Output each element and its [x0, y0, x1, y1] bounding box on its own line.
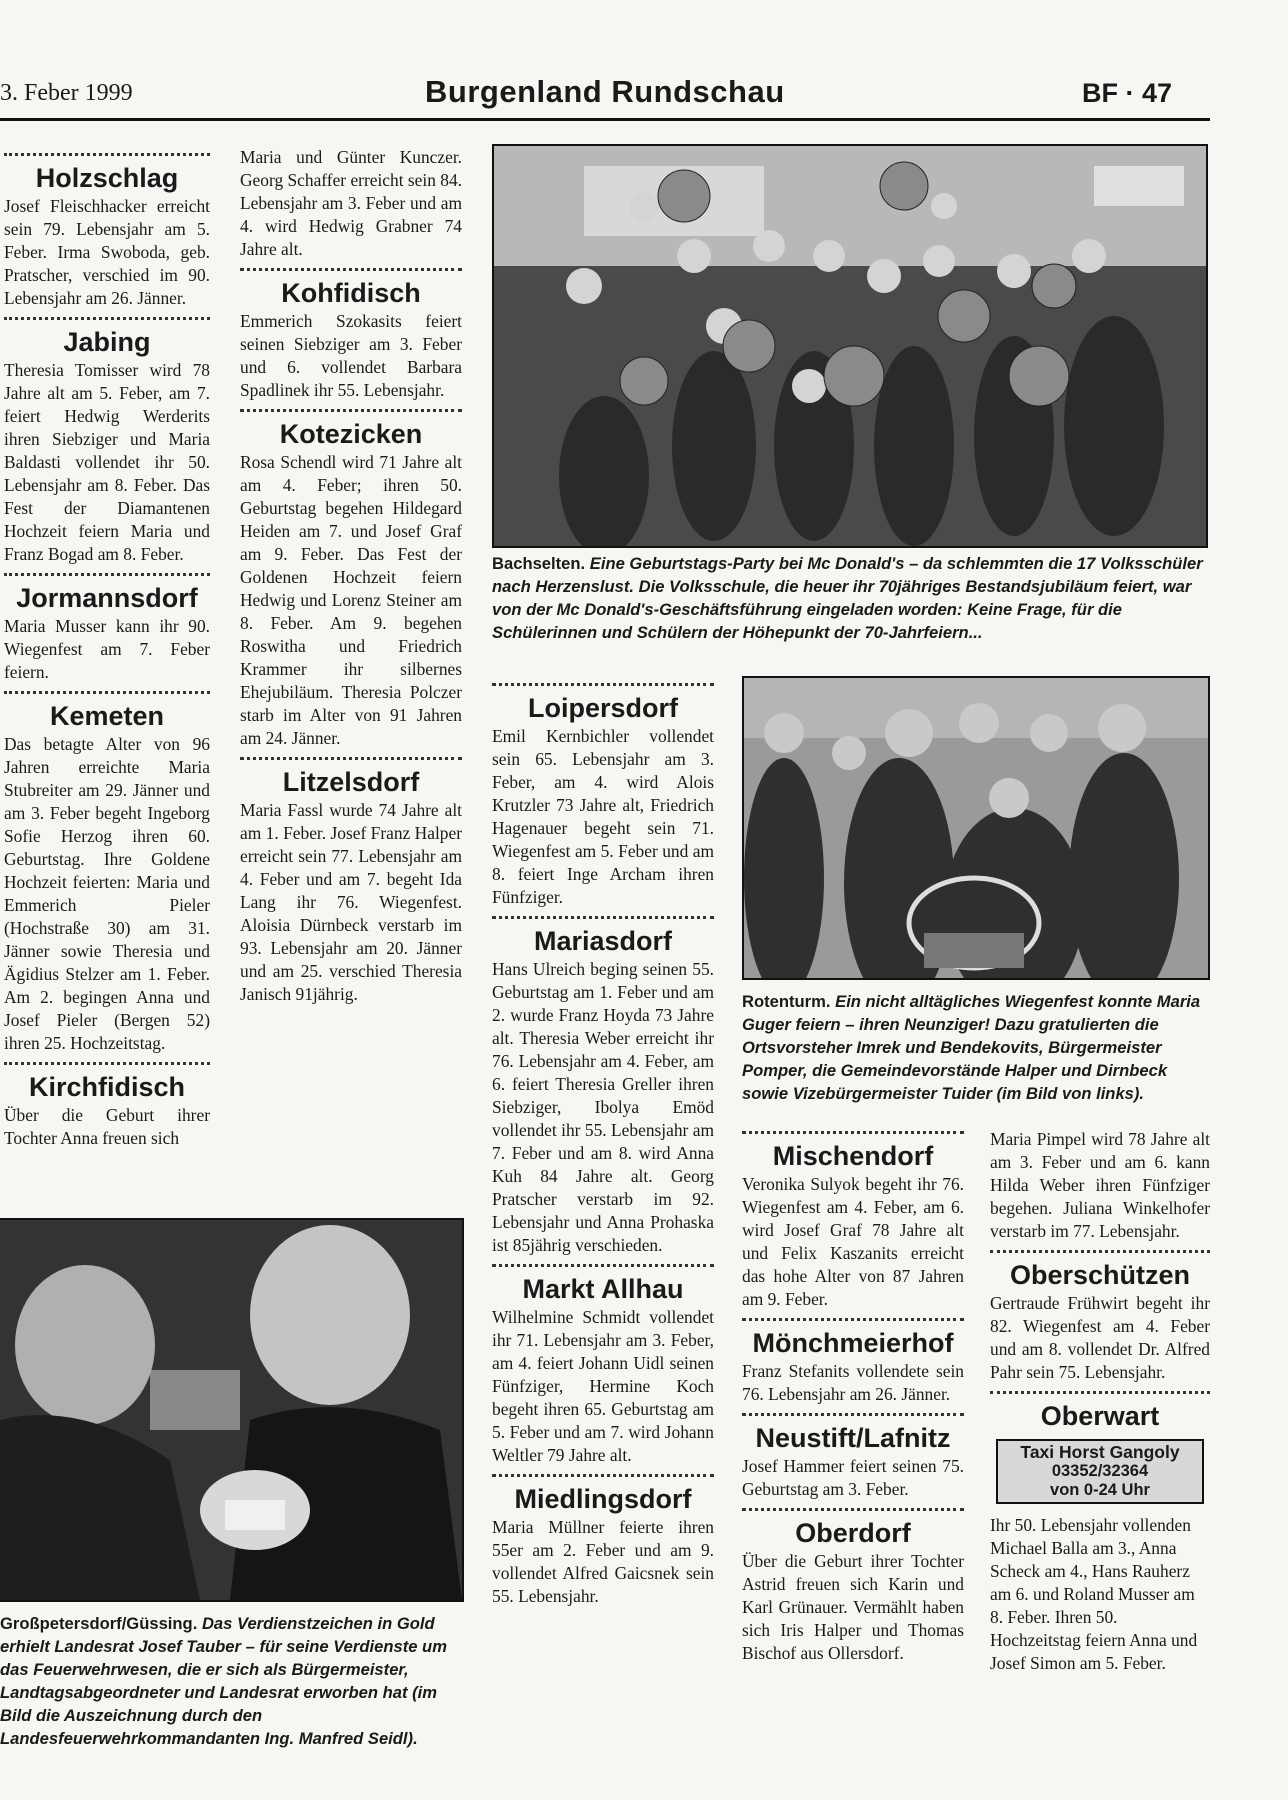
section-title: Oberdorf	[795, 1518, 911, 1548]
header-rule	[0, 118, 1210, 121]
taxi-name: Taxi Horst Gangoly	[1020, 1442, 1180, 1462]
section-title: Mischendorf	[772, 1141, 934, 1171]
section-text: Franz Stefanits vollendete sein 76. Lebensjahr am 26. Jänner.	[742, 1361, 964, 1404]
section-title: Kotezicken	[279, 419, 423, 449]
section-text: Das betagte Alter von 96 Jahren erreichte Maria Stubreiter am 29. Jänner und am 3. Feber begeht Ingeborg Sofie Herzog ihren 60. Geburtstag. Ihre Goldene Hochzeit feierten: Maria und Emmerich Pieler (Hochstraße 30) am 31. Jänner sowie Theresia und Ägidius Stelzer am 1. Feber. Am 2. begingen Anna und Josef Pieler (Bergen 52) ihren 25. Hochzeitstag.	[4, 734, 210, 1053]
section-title: Oberwart	[1040, 1401, 1160, 1431]
photo-rotenturm	[742, 676, 1210, 980]
section-text: Emmerich Szokasits feiert seinen Siebziger am 3. Feber und 6. vollendet Barbara Spadlinek ihr 55. Lebensjahr.	[240, 311, 462, 400]
caption-rotenturm	[742, 990, 1206, 1105]
divider	[492, 1474, 714, 1477]
divider	[4, 573, 210, 576]
section-text: Maria Fassl wurde 74 Jahre alt am 1. Feber. Josef Franz Halper erreicht sein 77. Lebensjahr am 4. Feber und am 7. begeht Ida Lang ihr 76. Wiegenfest. Aloisia Dürnbeck verstarb im 93. Lebensjahr am 20. Jänner und am 25. verschied Theresia Janisch 91jährig.	[240, 800, 462, 1004]
section-text: Ihr 50. Lebensjahr vollenden Michael Balla am 3., Anna Scheck am 4., Hans Rauherz am 6. und Roland Musser am 8. Feber. Ihren 50. Hochzeitstag feiern Anna und Josef Simon am 5. Feber.	[990, 1515, 1198, 1673]
caption-birthday-party	[492, 552, 1204, 644]
divider	[990, 1391, 1210, 1394]
caption-place: Großpetersdorf/Güssing.	[0, 1614, 198, 1633]
divider	[4, 153, 210, 156]
divider	[4, 691, 210, 694]
divider	[240, 757, 462, 760]
section-text: Maria und Günter Kunczer. Georg Schaffer erreicht sein 84. Lebensjahr am 3. Feber und am 4. wird Hedwig Grabner 74 Jahre alt.	[240, 147, 462, 259]
section-title: Jabing	[63, 327, 151, 357]
column-3	[492, 676, 714, 1608]
photo-award	[0, 1218, 464, 1602]
section-text: Gertraude Frühwirt begeht ihr 82. Wiegenfest am 4. Feber und am 8. vollendet Dr. Alfred Pahr sein 75. Lebensjahr.	[990, 1293, 1210, 1382]
section-title: Markt Allhau	[522, 1274, 684, 1304]
column-4	[742, 1124, 964, 1665]
newspaper-title: Burgenland Rundschau	[425, 74, 785, 109]
divider	[742, 1131, 964, 1134]
divider	[742, 1413, 964, 1416]
section-text: Emil Kernbichler vollendet sein 65. Lebensjahr am 3. Feber, am 4. wird Alois Krutzler 73 Jahre alt, Friedrich Hagenauer begeht sein 71. Wiegenfest am 5. Feber und am 8. feiert Inge Archam ihren Fünfziger.	[492, 726, 714, 907]
section-title: Mariasdorf	[533, 926, 673, 956]
section-title: Kemeten	[49, 701, 165, 731]
section-title: Oberschützen	[1009, 1260, 1191, 1290]
section-text: Hans Ulreich beging seinen 55. Geburtstag am 1. Feber und am 2. wurde Franz Hoyda 73 Jahre alt. Theresia Weber erreicht ihr 76. Lebensjahr am 4. Feber, am 6. feiert Theresia Greller ihren Siebziger, Ibolya Emöd vollendet ihr 55. Lebensjahr am 7. Feber und am 8. wird Anna Kuh 84 Jahre alt. Georg Pratscher verstarb im 92. Lebensjahr und Anna Prohaska ist 85jährig verschieden.	[492, 959, 714, 1255]
divider	[4, 1062, 210, 1065]
section-text: Veronika Sulyok begeht ihr 76. Wiegenfest am 4. Feber, am 6. wird Josef Graf 78 Jahre alt und Felix Kaszanits erreicht das hohe Alter von 87 Jahren am 9. Feber.	[742, 1174, 964, 1309]
section-text: Wilhelmine Schmidt vollendet ihr 71. Lebensjahr am 3. Feber, am 4. feiert Johann Uidl seinen Fünfziger, Hermine Koch begeht ihren 65. Geburtstag am 5. Feber und am 7. wird Johann Weltler 79 Jahre alt.	[492, 1307, 714, 1465]
caption-award	[0, 1612, 462, 1750]
section-title: Holzschlag	[35, 163, 179, 193]
caption-place: Rotenturm.	[742, 992, 831, 1011]
section-title: Jormannsdorf	[16, 583, 198, 613]
taxi-advertisement	[996, 1439, 1204, 1504]
section-text: Maria Pimpel wird 78 Jahre alt am 3. Feber und am 6. kann Hilda Weber ihren Fünfziger begehen. Juliana Winkelhofer verstarb im 77. Lebensjahr.	[990, 1129, 1210, 1241]
section-title: Loipersdorf	[527, 693, 678, 723]
taxi-hours: von 0-24 Uhr	[1050, 1481, 1150, 1499]
section-text: Josef Hammer feiert seinen 75. Geburtstag am 3. Feber.	[742, 1456, 964, 1499]
divider	[990, 1250, 1210, 1253]
section-text: Maria Müllner feierte ihren 55er am 2. Feber und am 9. vollendet Alfred Gaicsnek sein 55. Lebensjahr.	[492, 1517, 714, 1606]
column-2	[240, 146, 462, 1006]
photo-birthday-party	[492, 144, 1208, 548]
caption-text: Das Verdienstzeichen in Gold erhielt Landesrat Josef Tauber – für seine Verdienste um das Feuerwehrwesen, die er sich als Bürgermeister, Landtagsabgeordneter und Landesrat erworben hat (im Bild die Auszeichnung durch den Landesfeuerwehrkommandanten Ing. Manfred Seidl).	[0, 1614, 447, 1748]
section-text: Theresia Tomisser wird 78 Jahre alt am 5. Feber, am 7. feiert Hedwig Werderits ihren Siebziger und Maria Baldasti vollendet ihr 50. Lebensjahr am 8. Feber. Das Fest der Diamantenen Hochzeit feiern Maria und Franz Bogad am 8. Feber.	[4, 360, 210, 564]
caption-place: Bachselten.	[492, 554, 586, 573]
divider	[492, 1264, 714, 1267]
column-1	[4, 146, 210, 1150]
divider	[4, 317, 210, 320]
taxi-phone: 03352/32364	[1051, 1462, 1149, 1480]
divider	[742, 1318, 964, 1321]
section-text: Über die Geburt ihrer Tochter Astrid freuen sich Karin und Karl Grünauer. Vermählt haben sich Iris Halper und Thomas Bischof aus Ollersdorf.	[742, 1551, 964, 1663]
section-title: Litzelsdorf	[282, 767, 420, 797]
section-text: Maria Musser kann ihr 90. Wiegenfest am 7. Feber feiern.	[4, 616, 210, 682]
column-5	[990, 1128, 1210, 1675]
divider	[492, 916, 714, 919]
section-text: Josef Fleischhacker erreicht sein 79. Lebensjahr am 5. Feber. Irma Swoboda, geb. Pratscher, verschied im 90. Lebensjahr am 26. Jänner.	[4, 196, 210, 308]
divider	[240, 409, 462, 412]
issue-date: 3. Feber 1999	[0, 80, 133, 106]
section-title: Kohfidisch	[281, 278, 421, 308]
divider	[492, 683, 714, 686]
section-title: Mönchmeierhof	[752, 1328, 954, 1358]
caption-text: Ein nicht alltägliches Wiegenfest konnte Maria Guger feiern – ihren Neunziger! Dazu gratulierten die Ortsvorsteher Imrek und Bendekovits, Bürgermeister Pomper, die Gemeindevorstände Halper und Dirnbeck sowie Vizebürgermeister Tuider (im Bild von links).	[742, 992, 1201, 1103]
divider	[240, 268, 462, 271]
caption-text: Eine Geburtstags-Party bei Mc Donald's – da schlemmten die 17 Volksschüler nach Herzenslust. Die Volksschule, die heuer ihr 70jähriges Bestandsjubiläum feiert, war von der Mc Donald's-Geschäftsführung eingeladen worden: Keine Frage, für die Schülerinnen und Schülern der Höhepunkt der 70-Jahrfeiern...	[492, 554, 1203, 642]
section-title: Miedlingsdorf	[514, 1484, 692, 1514]
section-title: Kirchfidisch	[28, 1072, 186, 1102]
section-title: Neustift/Lafnitz	[755, 1423, 951, 1453]
section-text: Rosa Schendl wird 71 Jahre alt am 4. Feber; ihren 50. Geburtstag begehen Hildegard Heiden am 7. und Josef Graf am 9. Feber. Das Fest der Goldenen Hochzeit feiern Hedwig und Lorenz Steiner am 8. Feber. Am 9. begehen Roswitha und Friedrich Krammer ihr silbernes Ehejubiläum. Theresia Polczer starb im Alter von 91 Jahren am 24. Jänner.	[240, 452, 462, 748]
divider	[742, 1508, 964, 1511]
page-number: BF · 47	[1082, 78, 1173, 108]
section-text: Über die Geburt ihrer Tochter Anna freuen sich	[4, 1105, 210, 1148]
